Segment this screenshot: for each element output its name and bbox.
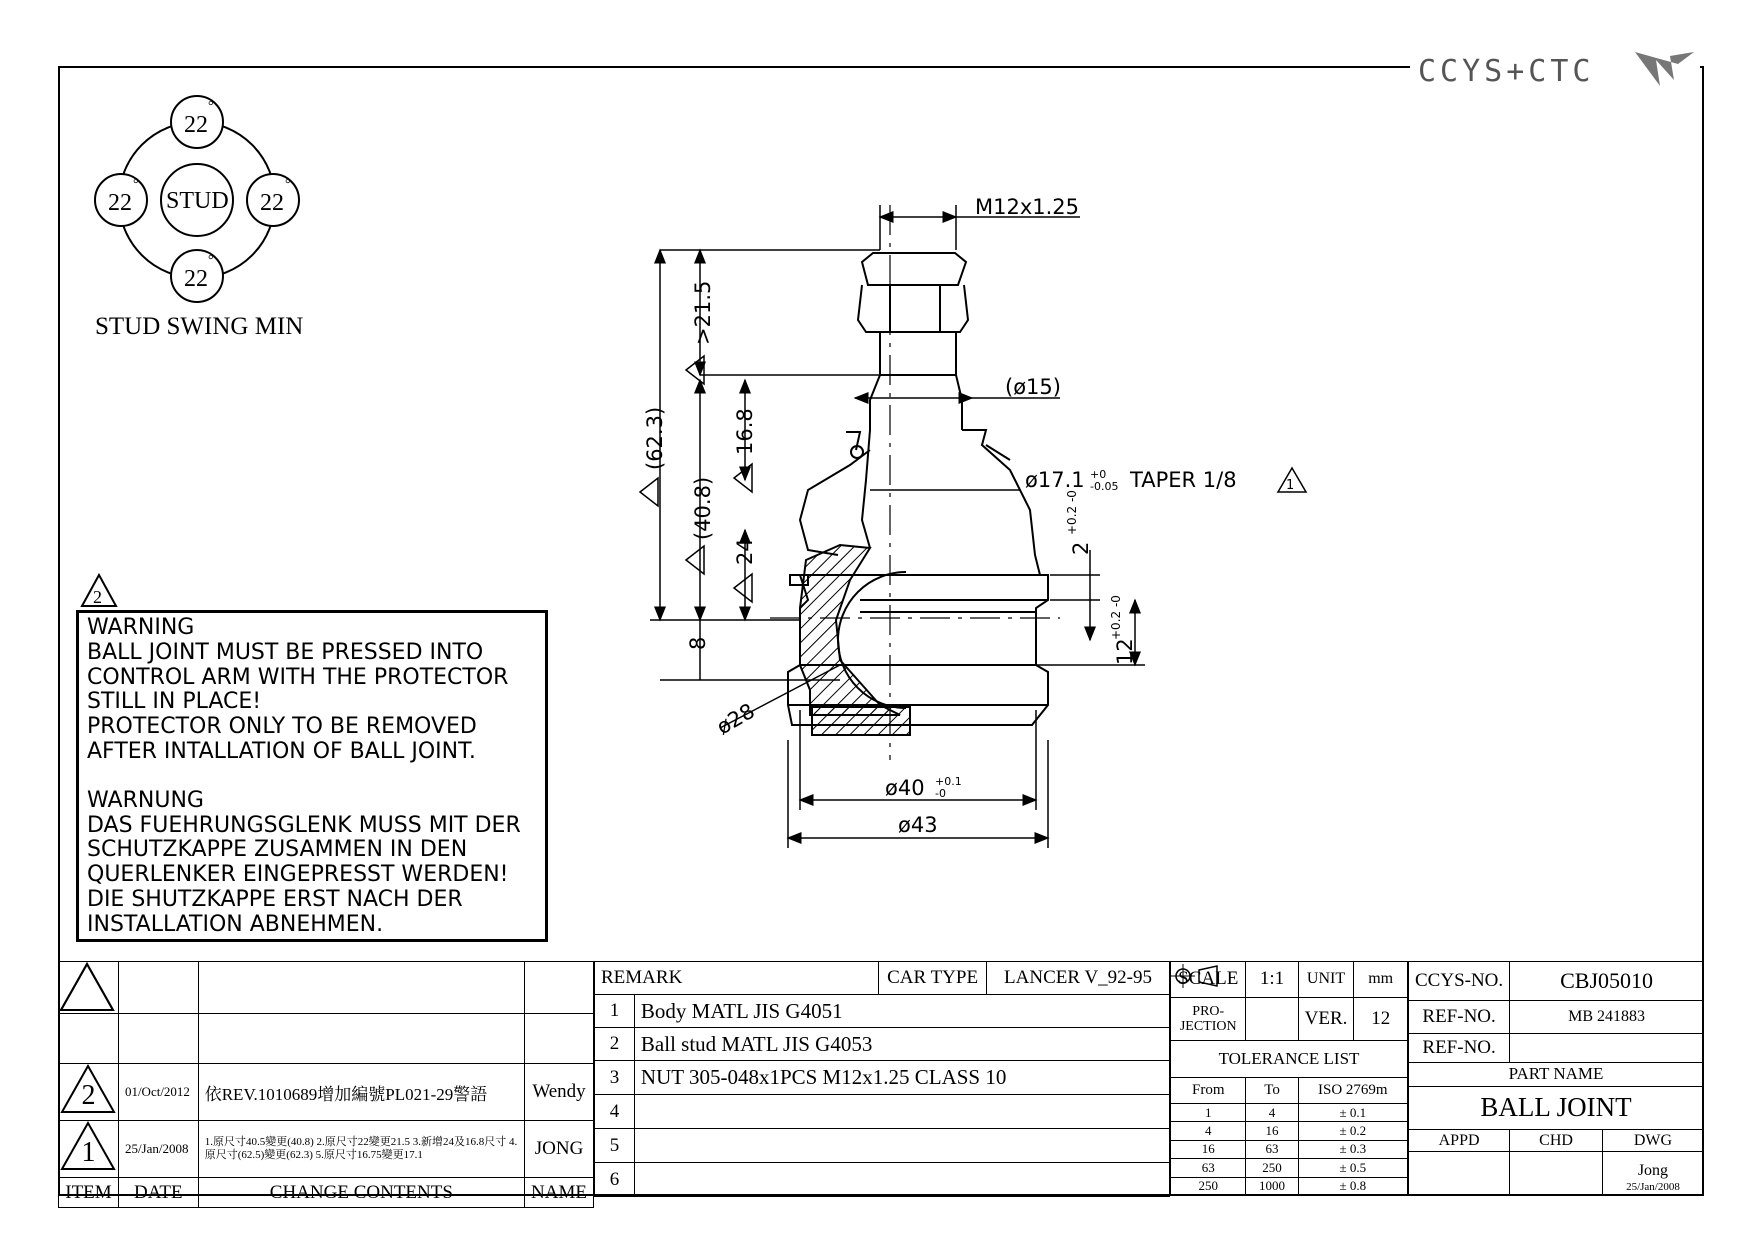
rev-row [59,1121,594,1178]
remark-text [634,1095,1169,1129]
swing-center: STUD [166,188,229,214]
dwg-sign-cell [1602,1152,1703,1196]
rev-header-content: CHANGE CONTENTS [198,1178,524,1208]
part-name: BALL JOINT [1409,1086,1704,1130]
warning-de-5: INSTALLATION ABNEHMEN. [87,911,384,937]
rev-mark: 2 [81,1080,96,1111]
rev-triangle-icon [60,1121,116,1171]
swing-top: 22 [184,112,208,138]
dim-taper-text: TAPER 1/8 [1130,468,1237,492]
dim-thread: M12x1.25 [975,195,1080,219]
dwg-label: DWG [1602,1130,1703,1152]
tol-to: 4 [1246,1103,1298,1121]
rev-header-name: NAME [525,1178,594,1208]
dim-12: 12 [1113,638,1137,665]
warning-de-4: DIE SHUTZKAPPE ERST NACH DER [87,886,463,912]
tol-header-iso: ISO 2769m [1298,1077,1407,1103]
dim-taper-tol-dn: -0.05 [1090,480,1119,493]
tol-value: ± 0.5 [1298,1159,1407,1177]
tol-from: 63 [1171,1159,1246,1177]
rev-date: 01/Oct/2012 [118,1064,198,1121]
warning-en-5: AFTER INTALLATION OF BALL JOINT. [87,738,476,764]
remark-text: Body MATL JIS G4051 [634,995,1169,1028]
projection-icon-cell [1246,997,1298,1040]
ref1-label: REF-NO. [1409,1001,1510,1034]
remark-no: 1 [595,995,635,1028]
rev-content: 1.原尺寸40.5變更(40.8) 2.原尺寸22變更21.5 3.新增24及16.8尺寸 4.原尺寸(62.5)變更(62.3) 5.原尺寸16.75變更17.1 [198,1121,524,1178]
dim-28: ø28 [712,698,759,740]
rev-header-date: DATE [118,1178,198,1208]
ver-value: 12 [1354,997,1408,1040]
dim-40-tol-up: +0.1 [935,775,962,788]
rev-content [198,1014,524,1064]
swing-right-degree: ° [285,177,291,192]
dim-12-tol: +0.2 -0 [1109,595,1123,640]
dim-40-tol-dn: -0 [935,787,946,800]
tol-to: 16 [1246,1122,1298,1140]
dim-62-3: (62.3) [643,406,667,470]
part-name-label: PART NAME [1409,1062,1704,1086]
rev-row [59,1014,594,1064]
warning-rev-number: 2 [93,587,102,607]
revision-table [58,961,594,1208]
tol-to: 250 [1246,1159,1298,1177]
remarks-table [594,961,1170,1197]
rev-name [525,1014,594,1064]
tol-from: 4 [1171,1122,1246,1140]
ref2-label: REF-NO. [1409,1034,1510,1062]
dim-2-tol: +0.2 -0 [1065,490,1079,535]
dim-16-8: 16.8 [733,408,757,455]
chd-label: CHD [1510,1130,1603,1152]
dim-24: 24 [733,538,757,565]
warning-de-3: QUERLENKER EINGEPRESST WERDEN! [87,862,509,888]
ccys-label: CCYS-NO. [1409,962,1510,1001]
car-type-label: CAR TYPE [879,962,987,995]
unit-label: UNIT [1298,962,1354,998]
swing-top-degree: ° [208,99,214,114]
warning-en-0: WARNING [87,615,195,640]
rev-name: Wendy [525,1064,594,1121]
ver-label: VER. [1298,997,1354,1040]
dim-2: 2 [1069,541,1093,555]
rev-mark-cell [59,1014,119,1064]
dim-dia15: (ø15) [1005,375,1061,399]
rev-name: JONG [525,1121,594,1178]
remark-header: REMARK [595,962,879,995]
dwg-by: Jong [1637,1162,1669,1179]
chd-sign [1510,1152,1603,1196]
tol-from: 16 [1171,1140,1246,1158]
projection-label: PRO- JECTION [1171,997,1246,1040]
tol-to: 63 [1246,1140,1298,1158]
dwg-date: 25/Jan/2008 [1626,1181,1680,1193]
tol-value: ± 0.2 [1298,1122,1407,1140]
rev-row [59,1064,594,1121]
dim-43: ø43 [898,813,938,837]
ref1-number: MB 241883 [1510,1001,1704,1034]
rev-date: 25/Jan/2008 [118,1121,198,1178]
remark-text [634,1129,1169,1163]
tol-header-to: To [1246,1077,1298,1103]
rev-header-item: ITEM [59,1178,119,1208]
tol-value: ± 0.8 [1298,1177,1407,1195]
remark-no: 5 [595,1129,635,1163]
tolerance-title: TOLERANCE LIST [1171,1041,1408,1078]
remark-no: 2 [595,1028,635,1061]
scale-value: 1:1 [1246,962,1298,998]
dim-taper-tol-up: +0 [1090,468,1107,481]
tol-to: 1000 [1246,1177,1298,1195]
logo-text: CCYS+CTC [1418,54,1595,89]
rev-date [118,1014,198,1064]
rev-row [59,962,594,1014]
rev-mark: 1 [81,1137,96,1168]
dim-taper-rev: 1 [1286,478,1295,493]
swing-bottom: 22 [184,266,208,292]
dim-taper: ø17.1 [1025,468,1085,492]
remark-no: 6 [595,1163,635,1197]
swing-left: 22 [108,190,132,216]
dim-21-5: >21.5 [691,280,715,345]
dim-8: 8 [686,636,710,650]
ref2-number [1510,1034,1704,1062]
dim-40: ø40 [885,776,925,800]
dim-40-8: (40.8) [691,476,715,540]
tol-value: ± 0.3 [1298,1140,1407,1158]
tol-header-from: From [1171,1077,1246,1103]
appd-label: APPD [1409,1130,1510,1152]
tol-from: 250 [1171,1177,1246,1195]
rev-content: 依REV.1010689增加編號PL021-29警語 [198,1064,524,1121]
remark-text: Ball stud MATL JIS G4053 [634,1028,1169,1061]
tol-value: ± 0.1 [1298,1103,1407,1121]
rev-triangle-icon [60,1064,116,1114]
rev-date [118,962,198,1014]
unit-value: mm [1354,962,1408,998]
swing-bottom-degree: ° [208,253,214,268]
remark-text: NUT 305-048x1PCS M12x1.25 CLASS 10 [634,1061,1169,1095]
scale-table [1170,961,1408,1196]
warning-en-2: CONTROL ARM WITH THE PROTECTOR [87,664,509,690]
appd-sign [1409,1152,1510,1196]
warning-en-1: BALL JOINT MUST BE PRESSED INTO [87,639,484,665]
warning-de-2: SCHUTZKAPPE ZUSAMMEN IN DEN [87,837,468,863]
warning-en-3: STILL IN PLACE! [87,689,262,715]
scale-label: SCALE [1171,962,1246,998]
warning-en-4: PROTECTOR ONLY TO BE REMOVED [87,714,477,740]
ccys-number: CBJ05010 [1510,962,1704,1001]
tol-from: 1 [1171,1103,1246,1121]
remark-text [634,1163,1169,1197]
part-info-table [1408,961,1704,1196]
remark-no: 3 [595,1061,635,1095]
warning-de-0: WARNUNG [87,787,204,813]
swing-right: 22 [260,190,284,216]
car-type: LANCER V_92-95 [987,962,1170,995]
rev-content [198,962,524,1014]
stud-swing-caption: STUD SWING MIN [95,313,304,340]
warning-de-1: DAS FUEHRUNGSGLENK MUSS MIT DER [87,812,521,838]
swing-left-degree: ° [133,177,139,192]
rev-header-row [59,1178,594,1208]
remark-no: 4 [595,1095,635,1129]
rev-name [525,962,594,1014]
